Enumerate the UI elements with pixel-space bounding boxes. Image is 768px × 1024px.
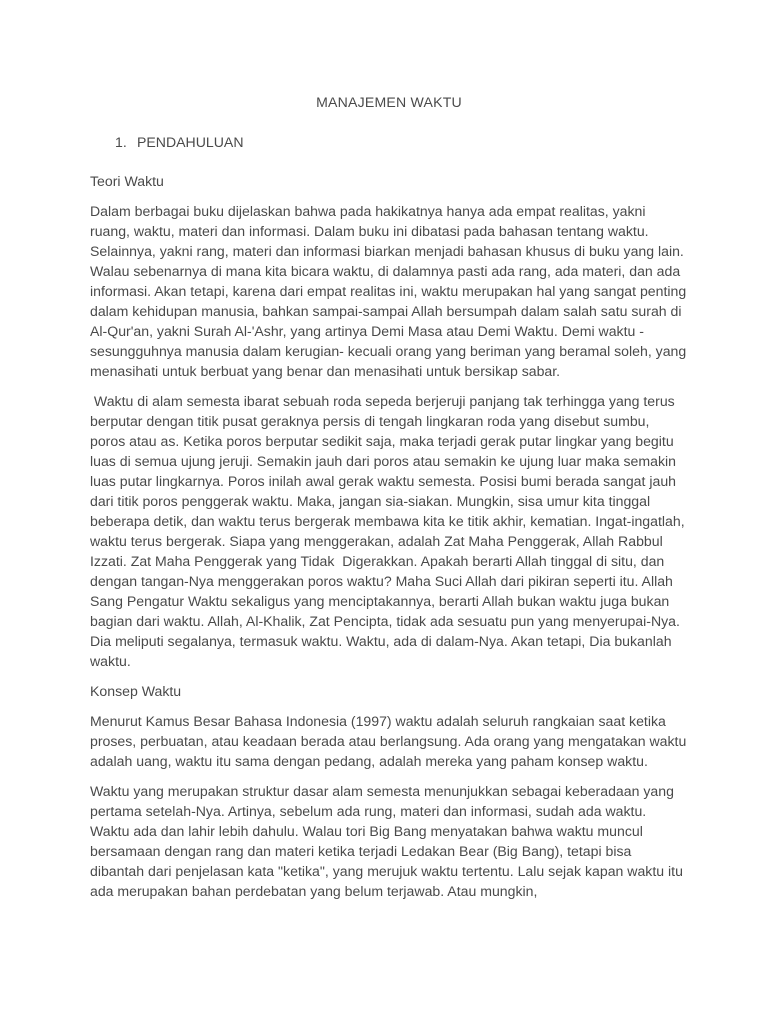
section-label: PENDAHULUAN — [137, 134, 244, 150]
document-title: MANAJEMEN WAKTU — [316, 94, 462, 110]
section-number: 1. — [115, 134, 127, 150]
subheading-konsep-waktu: Konsep Waktu — [90, 683, 182, 699]
subheading-teori-waktu: Teori Waktu — [90, 173, 164, 189]
paragraph: Dalam berbagai buku dijelaskan bahwa pada hakikatnya hanya ada empat realitas, yakni ruang, waktu, materi dan informasi. Dalam buku ini dibatasi pada bahasan tentang waktu. Selainnya, yakni rang, materi dan informasi biarkan menjadi bahasan khusus di buku yang lain. Walau sebenarnya di mana kita bicara waktu, di dalamnya pasti ada rang, ada materi, dan ada informasi. Akan tetapi, karena dari empat realitas ini, waktu merupakan hal yang sangat penting dalam kehidupan manusia, bahkan sampai-sampai Allah bersumpah dalam salah satu surah di Al-Qur'an, yakni Surah Al-'Ashr, yang artinya Demi Masa atau Demi Waktu. Demi waktu -sesungguhnya manusia dalam kerugian- kecuali orang yang beriman yang beramal soleh, yang menasihati untuk berbuat yang benar dan menasihati untuk bersikap sabar. — [90, 203, 687, 379]
paragraph: Waktu di alam semesta ibarat sebuah roda sepeda berjeruji panjang tak terhingga yang terus berputar dengan titik pusat geraknya persis di tengah lingkaran roda yang disebut sumbu, poros atau as. Ketika poros berputar sedikit saja, maka terjadi gerak putar lingkar yang begitu luas di semua ujung jeruji. Semakin jauh dari poros atau semakin ke ujung luar maka semakin luas putar lingkarnya. Poros inilah awal gerak waktu semesta. Posisi bumi berada sangat jauh dari titik poros penggerak waktu. Maka, jangan sia-siakan. Mungkin, sisa umur kita tinggal beberapa detik, dan waktu terus bergerak membawa kita ke titik akhir, kematian. Ingat-ingatlah, waktu terus bergerak. Siapa yang menggerakan, adalah Zat Maha Penggerak, Allah Rabbul Izzati. Zat Maha Penggerak yang Tidak Digerakkan. Apakah berarti Allah tinggal di situ, dan dengan tangan-Nya menggerakan poros waktu? Maha Suci Allah dari pikiran seperti itu. Allah Sang Pengatur Waktu sekaligus yang menciptakannya, berarti Allah bukan waktu juga bukan bagian dari waktu. Allah, Al-Khalik, Zat Pencipta, tidak ada sesuatu pun yang menyerupai-Nya. Dia meliputi segalanya, termasuk waktu. Waktu, ada di dalam-Nya. Akan tetapi, Dia bukanlah waktu. — [90, 393, 689, 669]
section-heading — [90, 132, 688, 152]
paragraph: Waktu yang merupakan struktur dasar alam semesta menunjukkan sebagai keberadaan yang pertama setelah-Nya. Artinya, sebelum ada rung, materi dan informasi, sudah ada waktu. Waktu ada dan lahir lebih dahulu. Walau tori Big Bang menyatakan bahwa waktu muncul bersamaan dengan rang dan materi ketika terjadi Ledakan Bear (Big Bang), tetapi bisa dibantah dari penjelasan kata "ketika", yang merujuk waktu tertentu. Lalu sejak kapan waktu itu ada merupakan bahan perdebatan yang belum terjawab. Atau mungkin, — [90, 783, 683, 899]
paragraph: Menurut Kamus Besar Bahasa Indonesia (1997) waktu adalah seluruh rangkaian saat ketika proses, perbuatan, atau keadaan berada atau berlangsung. Ada orang yang mengatakan waktu adalah uang, waktu itu sama dengan pedang, adalah mereka yang paham konsep waktu. — [90, 713, 687, 769]
